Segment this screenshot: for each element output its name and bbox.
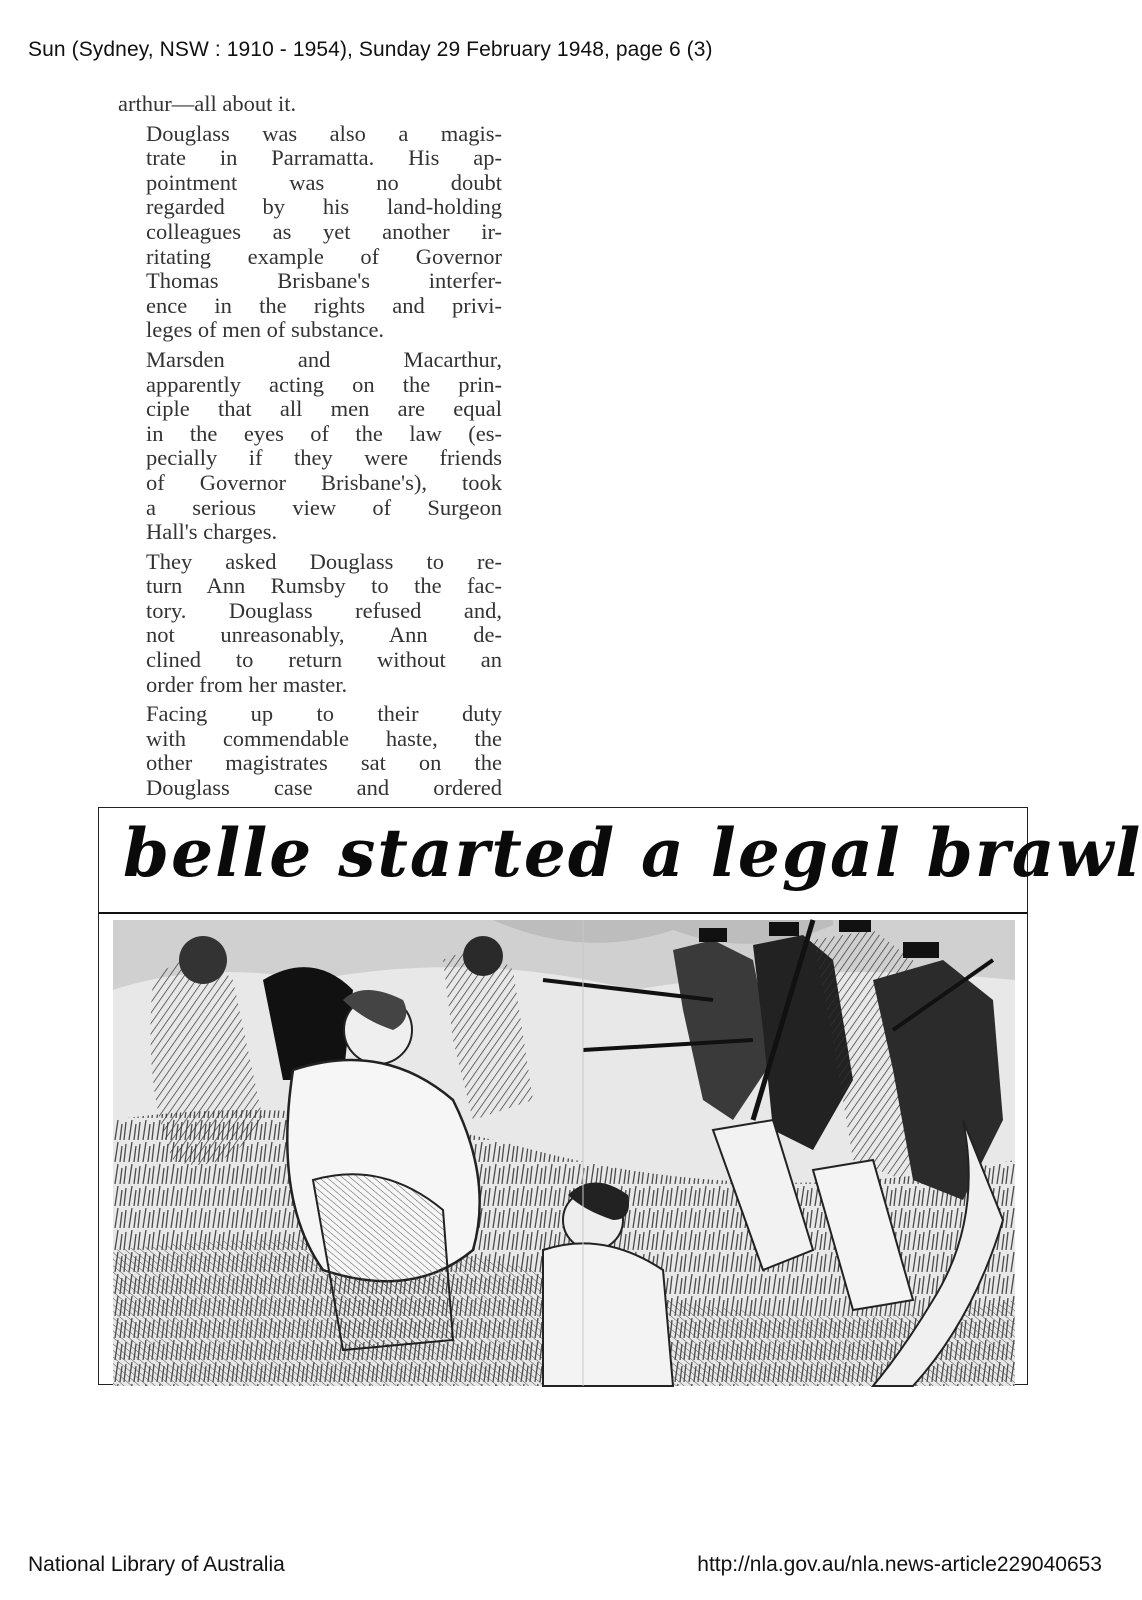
text-line: tory. Douglass refused and, bbox=[146, 597, 502, 623]
paragraph-5 bbox=[118, 702, 502, 800]
text-line: Douglass case and ordered bbox=[146, 775, 502, 801]
text-line: not unreasonably, Ann de- bbox=[146, 622, 502, 648]
feature-panel bbox=[98, 807, 1142, 1385]
text-line: colleagues as yet another ir- bbox=[146, 218, 502, 244]
text-line: in the eyes of the law (es- bbox=[146, 420, 502, 446]
text-line: of Governor Brisbane's), took bbox=[146, 469, 502, 495]
text-line: ciple that all men are equal bbox=[146, 396, 502, 422]
text-line: They asked Douglass to re- bbox=[146, 548, 502, 574]
page-source-header: Sun (Sydney, NSW : 1910 - 1954), Sunday 29 February 1948, page 6 (3) bbox=[28, 38, 713, 61]
text-line: arthur—all about it. bbox=[118, 91, 297, 116]
text-line: order from her master. bbox=[146, 671, 348, 697]
text-line: Marsden and Macarthur, bbox=[146, 346, 502, 372]
text-line: trate in Parramatta. His ap- bbox=[146, 145, 502, 171]
feature-headline: belle started a legal brawl bbox=[123, 814, 1142, 892]
text-line: regarded by his land-holding bbox=[146, 194, 502, 220]
paragraph-4 bbox=[118, 550, 502, 698]
text-line: Facing up to their duty bbox=[146, 701, 502, 727]
article-clipping bbox=[118, 92, 502, 801]
headline-banner bbox=[99, 808, 1142, 914]
text-line: pecially if they were friends bbox=[146, 445, 502, 471]
footer-article-url[interactable]: http://nla.gov.au/nla.news-article229040653 bbox=[697, 1553, 1102, 1576]
paragraph-2 bbox=[118, 122, 502, 343]
text-line: other magistrates sat on the bbox=[146, 750, 502, 776]
text-line: ritating example of Governor bbox=[146, 243, 502, 269]
text-line: turn Ann Rumsby to the fac- bbox=[146, 573, 502, 599]
brawl-illustration bbox=[113, 920, 1015, 1386]
text-line: a serious view of Surgeon bbox=[146, 494, 502, 520]
paragraph-3 bbox=[118, 348, 502, 545]
footer-library-name: National Library of Australia bbox=[28, 1553, 285, 1576]
text-line: with commendable haste, the bbox=[146, 725, 502, 751]
text-line: leges of men of substance. bbox=[146, 317, 385, 343]
paragraph-1 bbox=[118, 92, 502, 117]
text-line: pointment was no doubt bbox=[146, 169, 502, 195]
text-line: Thomas Brisbane's interfer- bbox=[146, 268, 502, 294]
text-line: ence in the rights and privi- bbox=[146, 292, 502, 318]
text-line: apparently acting on the prin- bbox=[146, 371, 502, 397]
text-line: clined to return without an bbox=[146, 647, 502, 673]
text-line: Douglass was also a magis- bbox=[146, 120, 502, 146]
text-line: Hall's charges. bbox=[146, 519, 278, 545]
